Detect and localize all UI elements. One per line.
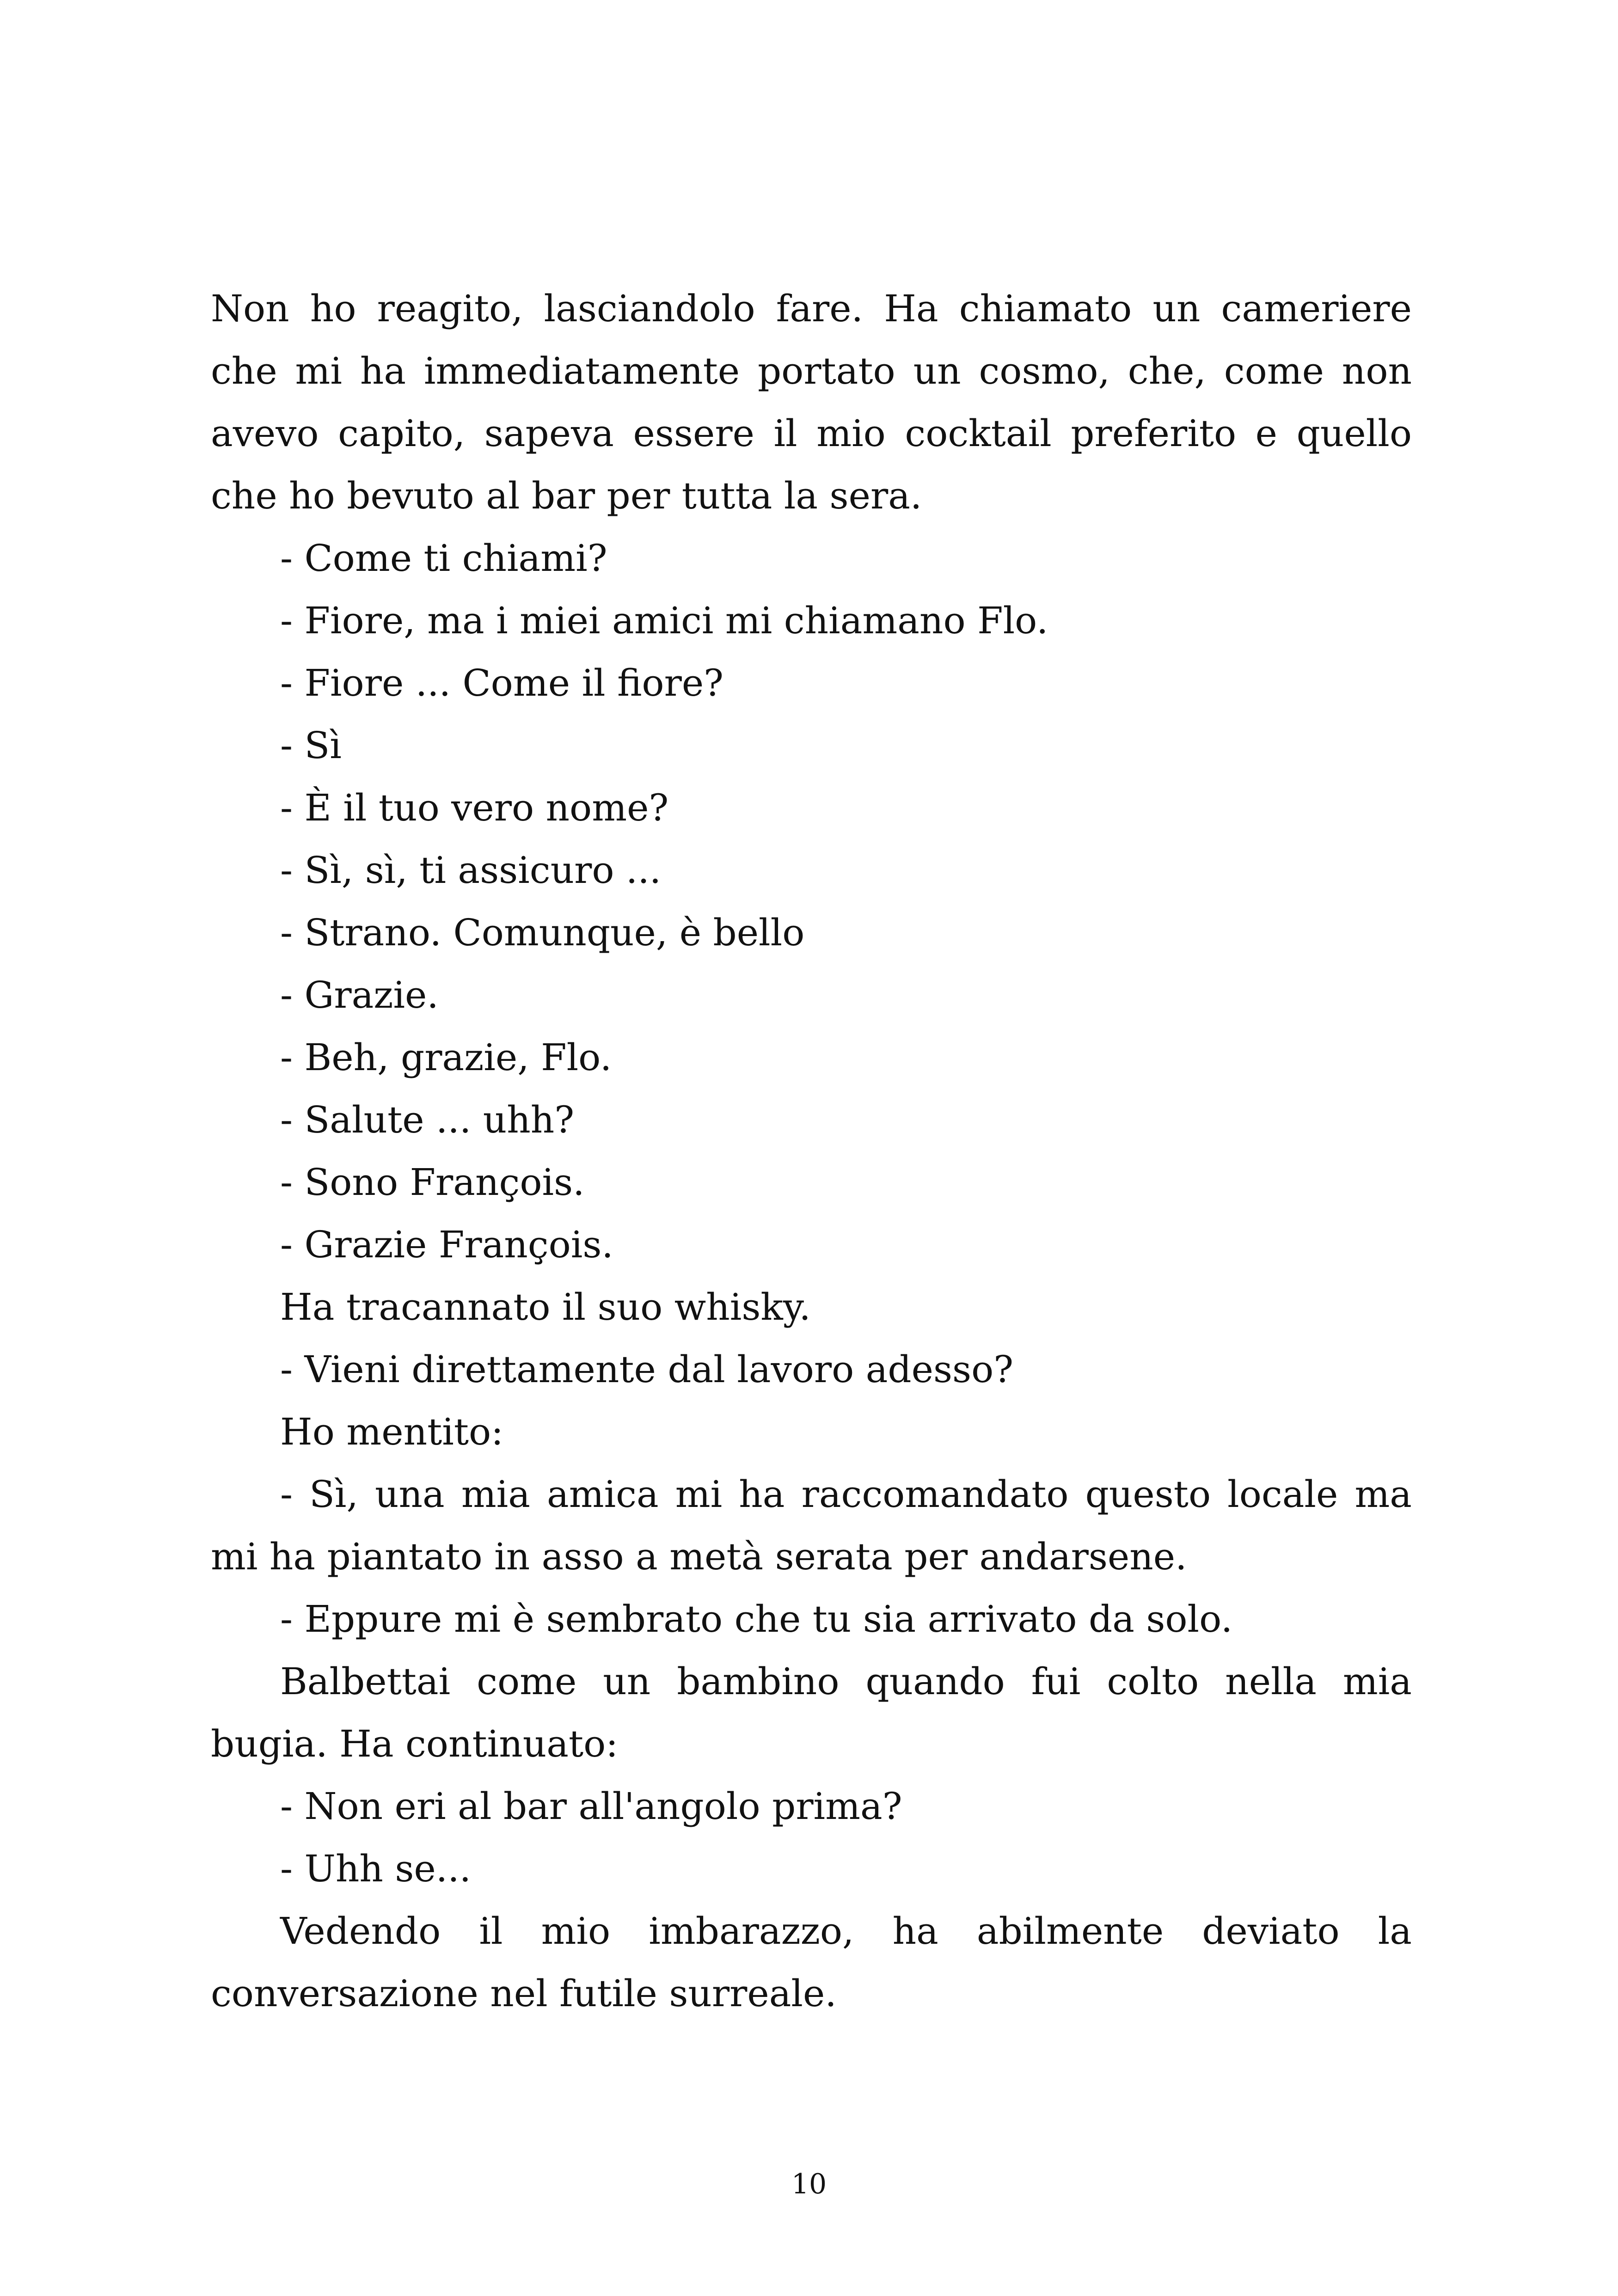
dialogue-line: - Fiore, ma i miei amici mi chiamano Flo. bbox=[280, 599, 1048, 642]
dialogue-line: - Salute ... uhh? bbox=[280, 1098, 575, 1141]
dialogue-line: - Grazie François. bbox=[280, 1223, 613, 1266]
dialogue-line: - Sì bbox=[280, 724, 342, 767]
dialogue-line: - Beh, grazie, Flo. bbox=[280, 1036, 612, 1079]
dialogue-line: - È il tuo vero nome? bbox=[280, 786, 669, 829]
body-text bbox=[211, 277, 1412, 2025]
page-number: 10 bbox=[791, 2168, 827, 2200]
narration-line: Vedendo il mio imbarazzo, ha abilmente deviato la conversazione nel futile surreale. bbox=[211, 1910, 1412, 2015]
dialogue-line: - Uhh se... bbox=[280, 1847, 472, 1890]
dialogue-line: - Grazie. bbox=[280, 974, 439, 1016]
dialogue-line: - Sì, sì, ti assicuro ... bbox=[280, 849, 662, 892]
dialogue-line: - Eppure mi è sembrato che tu sia arrivato da solo. bbox=[280, 1598, 1233, 1641]
narration-line: Ho mentito: bbox=[280, 1410, 504, 1453]
narration-line: Balbettai come un bambino quando fui colto nella mia bugia. Ha continuato: bbox=[211, 1660, 1412, 1765]
dialogue-line: - Come ti chiami? bbox=[280, 537, 607, 580]
dialogue-line: - Vieni direttamente dal lavoro adesso? bbox=[280, 1348, 1014, 1391]
dialogue-line: - Strano. Comunque, è bello bbox=[280, 911, 805, 954]
dialogue-line: - Fiore ... Come il fiore? bbox=[280, 661, 724, 704]
dialogue-line: - Sono François. bbox=[280, 1161, 585, 1204]
dialogue-line: - Sì, una mia amica mi ha raccomandato questo locale ma mi ha piantato in asso a metà serata per andarsene. bbox=[211, 1473, 1412, 1578]
dialogue-line: - Non eri al bar all'angolo prima? bbox=[280, 1785, 902, 1828]
narration-line: Ha tracannato il suo whisky. bbox=[280, 1286, 811, 1329]
paragraph: Non ho reagito, lasciandolo fare. Ha chiamato un cameriere che mi ha immediatamente portato un cosmo, che, come non avevo capito, sapeva essere il mio cocktail preferito e quello che ho bevuto al bar per tutta la sera. bbox=[211, 287, 1412, 517]
